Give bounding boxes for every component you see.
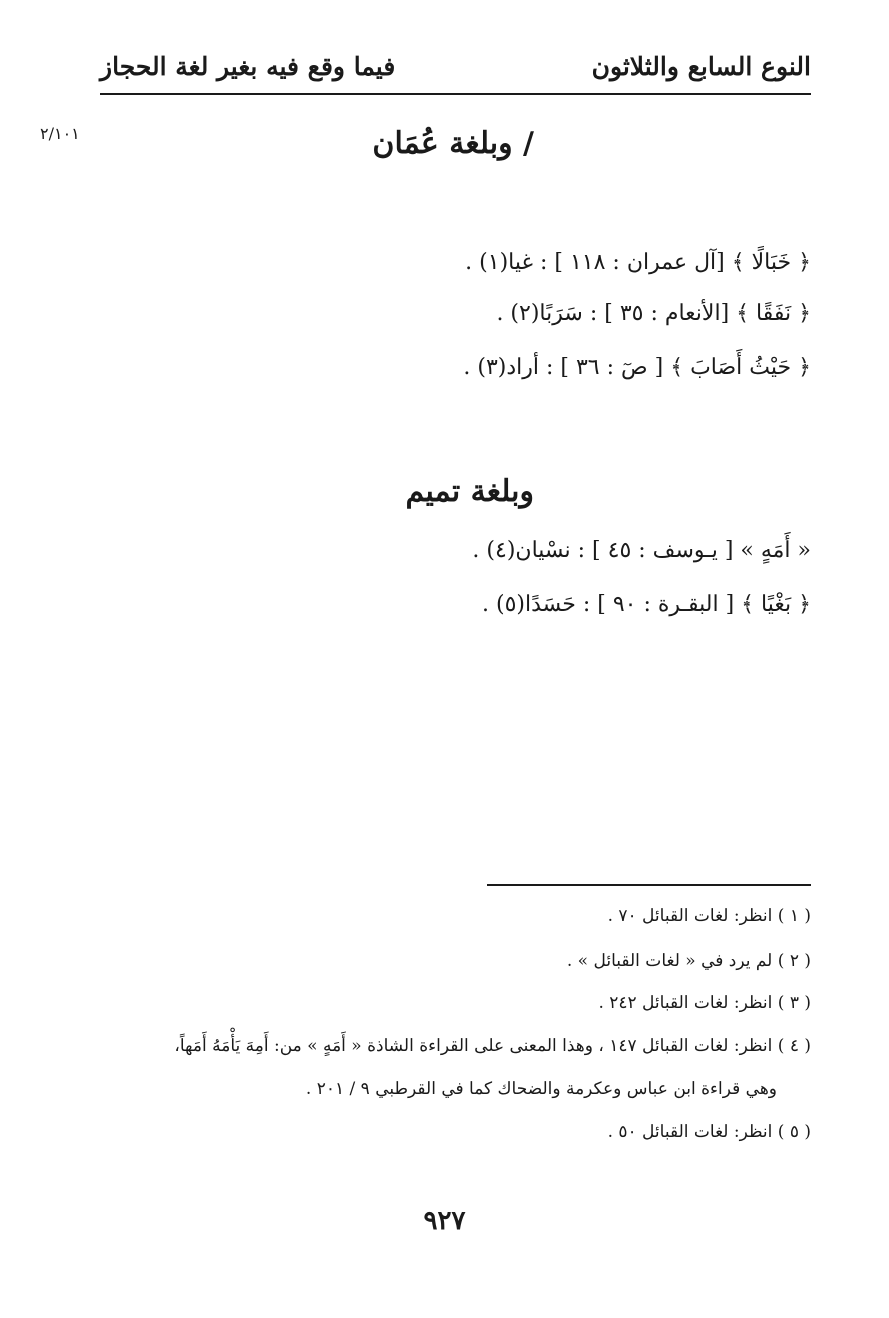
entry-tamim-2: ﴿ بَغْيًا ﴾ [ البقـرة : ٩٠ ] : حَسَدًا(٥) . <box>481 592 811 617</box>
header-rule <box>100 93 811 95</box>
footnote-1: ( ١ ) انظر: لغات القبائل ٧٠ . <box>607 906 811 926</box>
footnote-4: ( ٤ ) انظر: لغات القبائل ١٤٧ ، وهذا المعنى على القراءة الشاذة « أَمَهٍ » من: أَمِهَ يَأْمَهُ أَمَهاً، <box>174 1036 811 1056</box>
section-title-tamim: وبلغة تميم <box>405 474 534 509</box>
entry-tamim-1: « أَمَهٍ » [ يـوسف : ٤٥ ] : نسْيان(٤) . <box>472 538 811 563</box>
footnote-3: ( ٣ ) انظر: لغات القبائل ٢٤٢ . <box>598 993 811 1013</box>
footnote-4-continuation: وهي قراءة ابن عباس وعكرمة والضحاك كما في القرطبي ٩ / ٢٠١ . <box>305 1079 777 1099</box>
section-title-oman: / وبلغة عُمَان <box>372 126 534 161</box>
page-number: ٩٢٧ <box>423 1206 466 1236</box>
footnote-rule <box>487 884 811 886</box>
footnote-2: ( ٢ ) لم يرد في « لغات القبائل » . <box>566 951 811 971</box>
running-header-topic: فيما وقع فيه بغير لغة الحجاز <box>100 52 396 81</box>
margin-reference: ٢/١٠١ <box>40 124 80 143</box>
running-header-chapter: النوع السابع والثلاثون <box>591 52 811 81</box>
footnote-5: ( ٥ ) انظر: لغات القبائل ٥٠ . <box>607 1122 811 1142</box>
entry-oman-3: ﴿ حَيْثُ أَصَابَ ﴾ [ صٓ : ٣٦ ] : أراد(٣) . <box>463 355 811 380</box>
entry-oman-1: ﴿ خَبَالًا ﴾ [آل عمران : ١١٨ ] : غيا(١) . <box>465 250 811 275</box>
entry-oman-2: ﴿ نَفَقًا ﴾ [الأنعام : ٣٥ ] : سَرَبًا(٢) . <box>496 301 811 326</box>
